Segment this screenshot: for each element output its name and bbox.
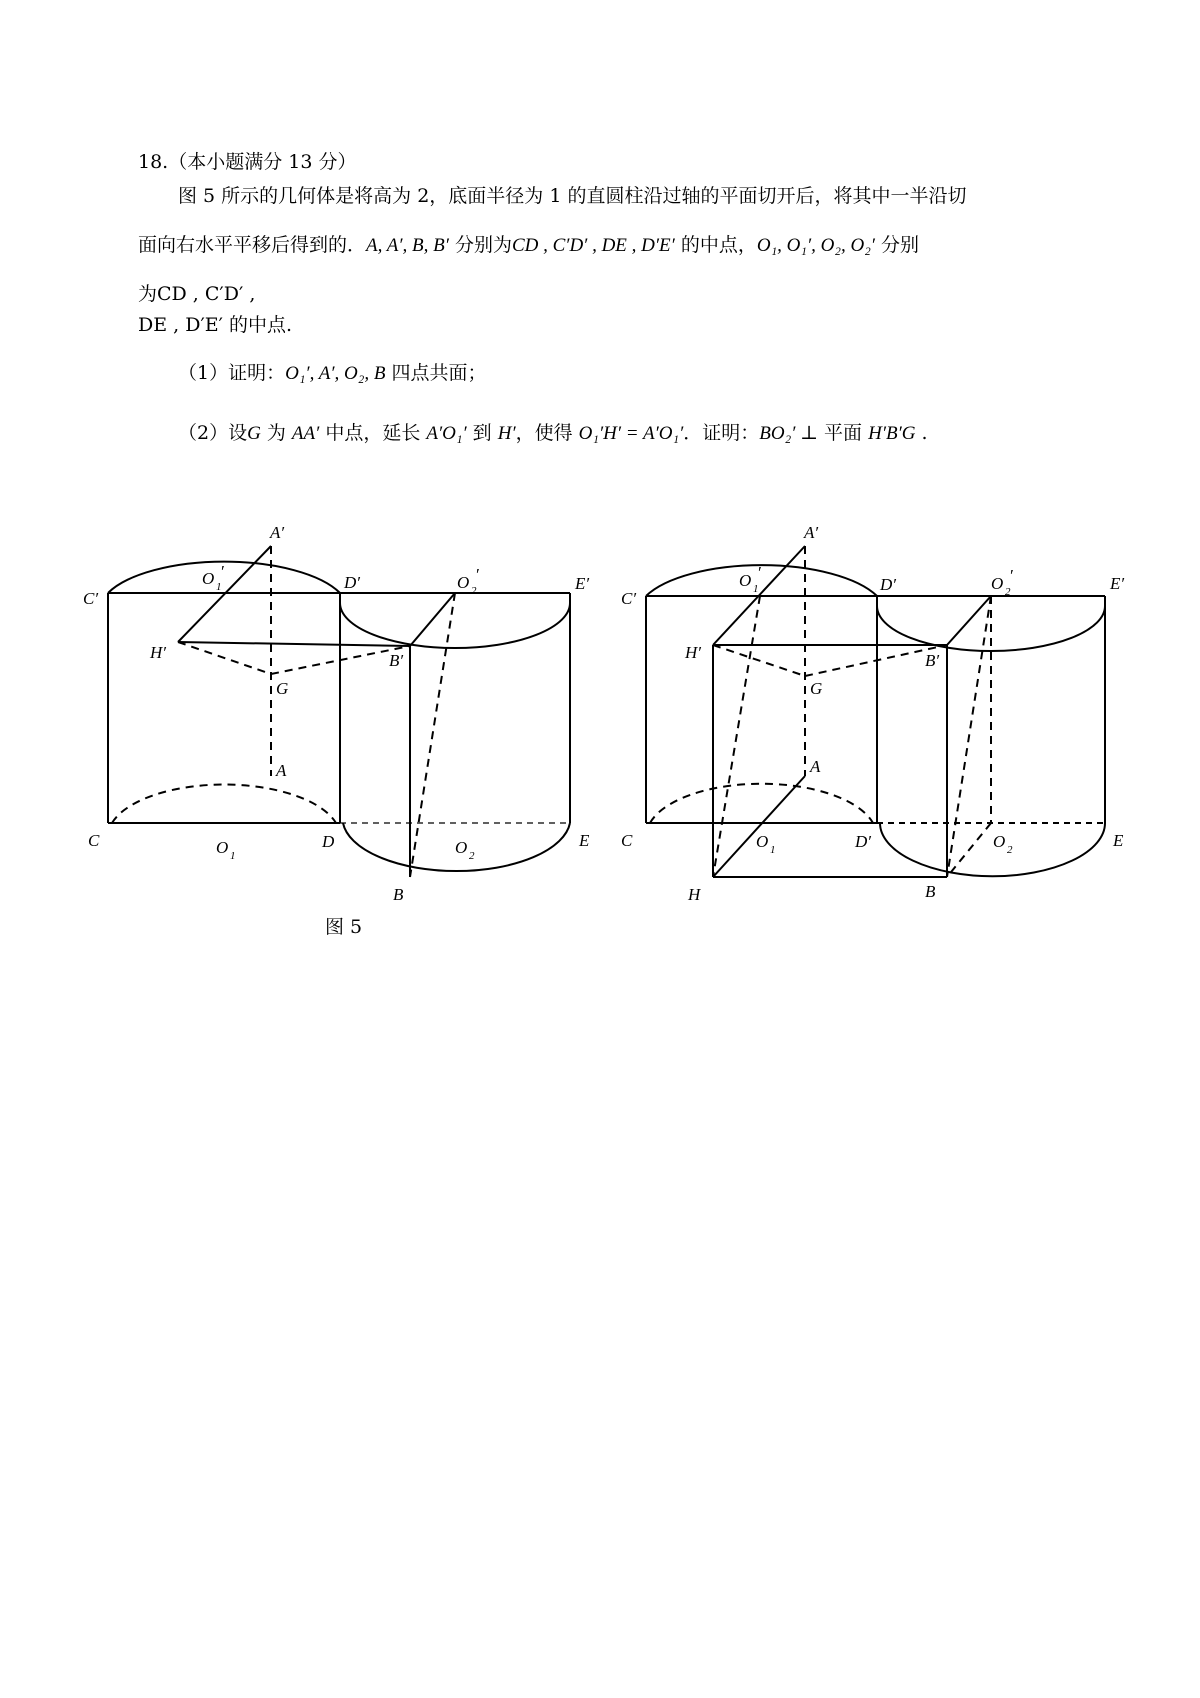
problem-intro-line4: DE , D′E′ 的中点. (138, 314, 293, 336)
part1-prefix: （1）证明： (178, 362, 286, 384)
label-D: D (322, 832, 335, 851)
label-H-prime: H′ (150, 643, 166, 662)
left-top-arc-back (108, 562, 340, 593)
r-label-E-prime: E′ (1110, 574, 1125, 593)
label-O1: O (216, 838, 229, 857)
intro-points-o: O₁, O₁′, O₂, O₂′ (756, 235, 875, 256)
figure-right-labels (621, 523, 1124, 904)
label-A-prime: A′ (270, 523, 285, 542)
r-label-O1-prime-sub: 1 (753, 583, 759, 595)
label-O2: O (455, 838, 468, 857)
part2-m: 平面 (818, 422, 869, 444)
r-label-O1-prime-mark: ′ (757, 563, 761, 582)
r-label-B: B (925, 882, 936, 901)
part1-suffix: 四点共面； (385, 362, 487, 384)
part2-e: 中点，延长 (319, 422, 427, 444)
part2-i: ，使得 (515, 422, 579, 444)
left-bottom-arc-hidden (112, 785, 336, 823)
label-O1-prime-mark: ′ (220, 562, 224, 581)
figure-right (646, 546, 1105, 877)
r-label-C-prime: C′ (621, 589, 637, 608)
r-label-O2: O (993, 832, 1006, 851)
intro-text-b: 分别为 (448, 234, 512, 256)
label-E: E (579, 831, 590, 850)
label-O1-prime-sub: 1 (216, 581, 222, 593)
intro-text-c: 的中点， (674, 234, 757, 256)
r-h-g-dashed (713, 645, 805, 676)
r-bottom-arc-hidden (650, 784, 873, 823)
part2-k: ．证明： (683, 422, 760, 444)
label-O2-prime-mark: ′ (475, 565, 479, 584)
part2-f: A′O₁′ (426, 423, 467, 444)
problem-header: 18.（本小题满分 13 分） (138, 151, 357, 173)
problem-intro-line1: 图 5 所示的几何体是将高为 2，底面半径为 1 的直圆柱沿过轴的平面切开后，将其中一半沿切 (178, 185, 967, 207)
part2-c: 为 (260, 422, 292, 444)
right-top-arc-front (340, 603, 570, 648)
left-o2-b-dashed (410, 593, 455, 877)
r-label-O1: O (756, 832, 769, 851)
r-label-C: C (621, 831, 633, 850)
label-O2-prime-sub: 2 (471, 585, 477, 597)
r-label-O2-prime-mark: ′ (1009, 566, 1013, 585)
label-E-prime: E′ (575, 574, 590, 593)
intro-points-a: A, A′, B, B′ (366, 235, 449, 256)
label-C: C (88, 831, 100, 850)
r-label-O1-prime: O (739, 571, 752, 590)
part2-n: H′B′G (868, 423, 916, 444)
r-label-H-prime: H′ (685, 643, 701, 662)
label-C-prime: C′ (83, 589, 99, 608)
r-label-G: G (810, 679, 823, 698)
label-B-prime: B′ (389, 651, 404, 670)
part2-d: AA′ (291, 423, 320, 444)
label-O2-prime: O (457, 573, 470, 592)
intro-text-d: 分别 (874, 234, 920, 256)
label-O1-sub: 1 (230, 850, 236, 862)
part2-o: . (915, 422, 928, 444)
label-O1-prime: O (202, 569, 215, 588)
r-label-D-prime-bottom: D′ (855, 832, 871, 851)
part2-b: G (247, 423, 261, 444)
r-label-O2-sub: 2 (1007, 844, 1013, 856)
r-label-E: E (1113, 831, 1124, 850)
problem-intro-line3: 为CD , C′D′ , (138, 283, 256, 305)
r-label-O2-prime-sub: 2 (1005, 586, 1011, 598)
figure-left (108, 546, 570, 877)
left-h-g-dashed (178, 642, 271, 674)
part2-a: （2）设 (178, 422, 248, 444)
r-label-O2-prime: O (991, 574, 1004, 593)
r-label-B-prime: B′ (925, 651, 940, 670)
label-G: G (276, 679, 289, 698)
label-B: B (393, 885, 404, 904)
r-label-H: H (688, 885, 701, 904)
figure-caption: 图 5 (325, 916, 363, 938)
label-O2-sub: 2 (469, 850, 475, 862)
intro-text-a: 面向右水平平移后得到的． (138, 234, 367, 256)
part1-math: O₁′, A′, O₂, B (285, 363, 386, 384)
left-h-b-line (178, 642, 410, 646)
label-A: A (276, 761, 287, 780)
part2-l: BO₂′ ⊥ (759, 423, 818, 444)
intro-segments: CD , C′D′ , DE , D′E′ (511, 235, 675, 256)
figure-left-labels (83, 523, 590, 904)
r-label-A: A (810, 757, 821, 776)
r-label-D-prime: D′ (880, 575, 896, 594)
part2-j: O₁′H′ = A′O₁′ (578, 423, 684, 444)
label-D-prime: D′ (344, 573, 360, 592)
part2-g: 到 (466, 422, 498, 444)
r-label-A-prime: A′ (804, 523, 819, 542)
r-label-O1-sub: 1 (770, 844, 776, 856)
part2-h: H′ (497, 423, 516, 444)
